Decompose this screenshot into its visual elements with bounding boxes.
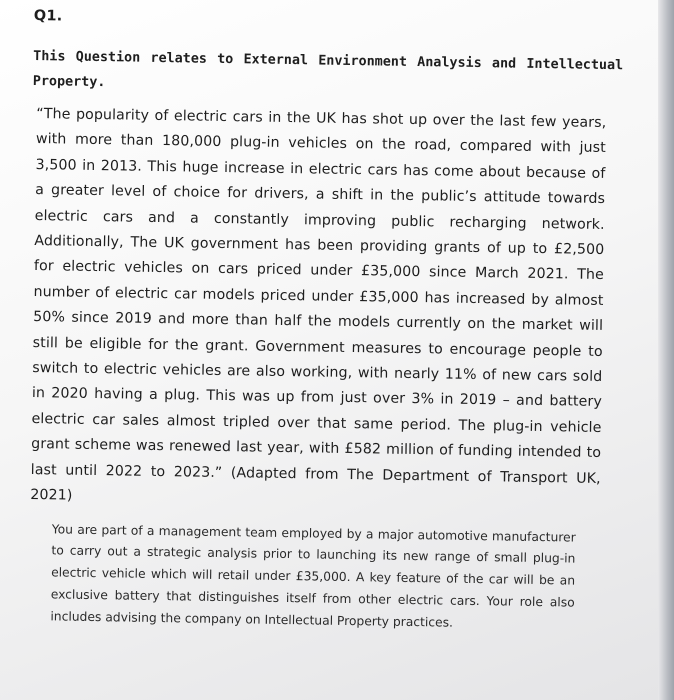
question-number: Q1. xyxy=(33,8,63,25)
question-heading: This Question relates to External Environment Analysis and Intellectual Property. xyxy=(32,48,624,91)
page-edge-shadow xyxy=(658,0,674,700)
question-content xyxy=(24,8,624,637)
task-paragraph: You are part of a management team employed by a major automotive manufacturer to carry out a strategic analysis prior to launching its new range of small plug-in electric vehicle which will retail under £35,000. A key feature of the car will be an exclusive battery that distinguishes itself from other electric cars. Your role also includes advising the company on Intellectual Property practices. xyxy=(50,521,576,630)
case-quote-paragraph: “The popularity of electric cars in the UK has shot up over the last few years, with more than 180,000 plug-in vehicles on the road, compared with just 3,500 in 2013. This huge increase in electric cars has come about because of a greater level of choice for drivers, a shift in the public’s attitude towards electric cars and a constantly improving public recharging network. Additionally, The UK government has been providing grants of up to £2,500 for electric vehicles on cars priced under £35,000 since March 2021. The number of electric car models priced under £35,000 has increased by almost 50% since 2019 and more than half the models currently on the market will still be eligible for the grant. Government measures to encourage people to switch to electric vehicles are also working, with nearly 11% of new cars sold in 2020 having a plug. This was up from just over 3% in 2019 – and battery electric car sales almost tripled over that same period. The plug-in vehicle grant scheme was renewed last year, with £582 million of funding intended to last until 2022 to 2023.” (Adapted from The Department of Transport UK, 2021) xyxy=(30,106,607,504)
